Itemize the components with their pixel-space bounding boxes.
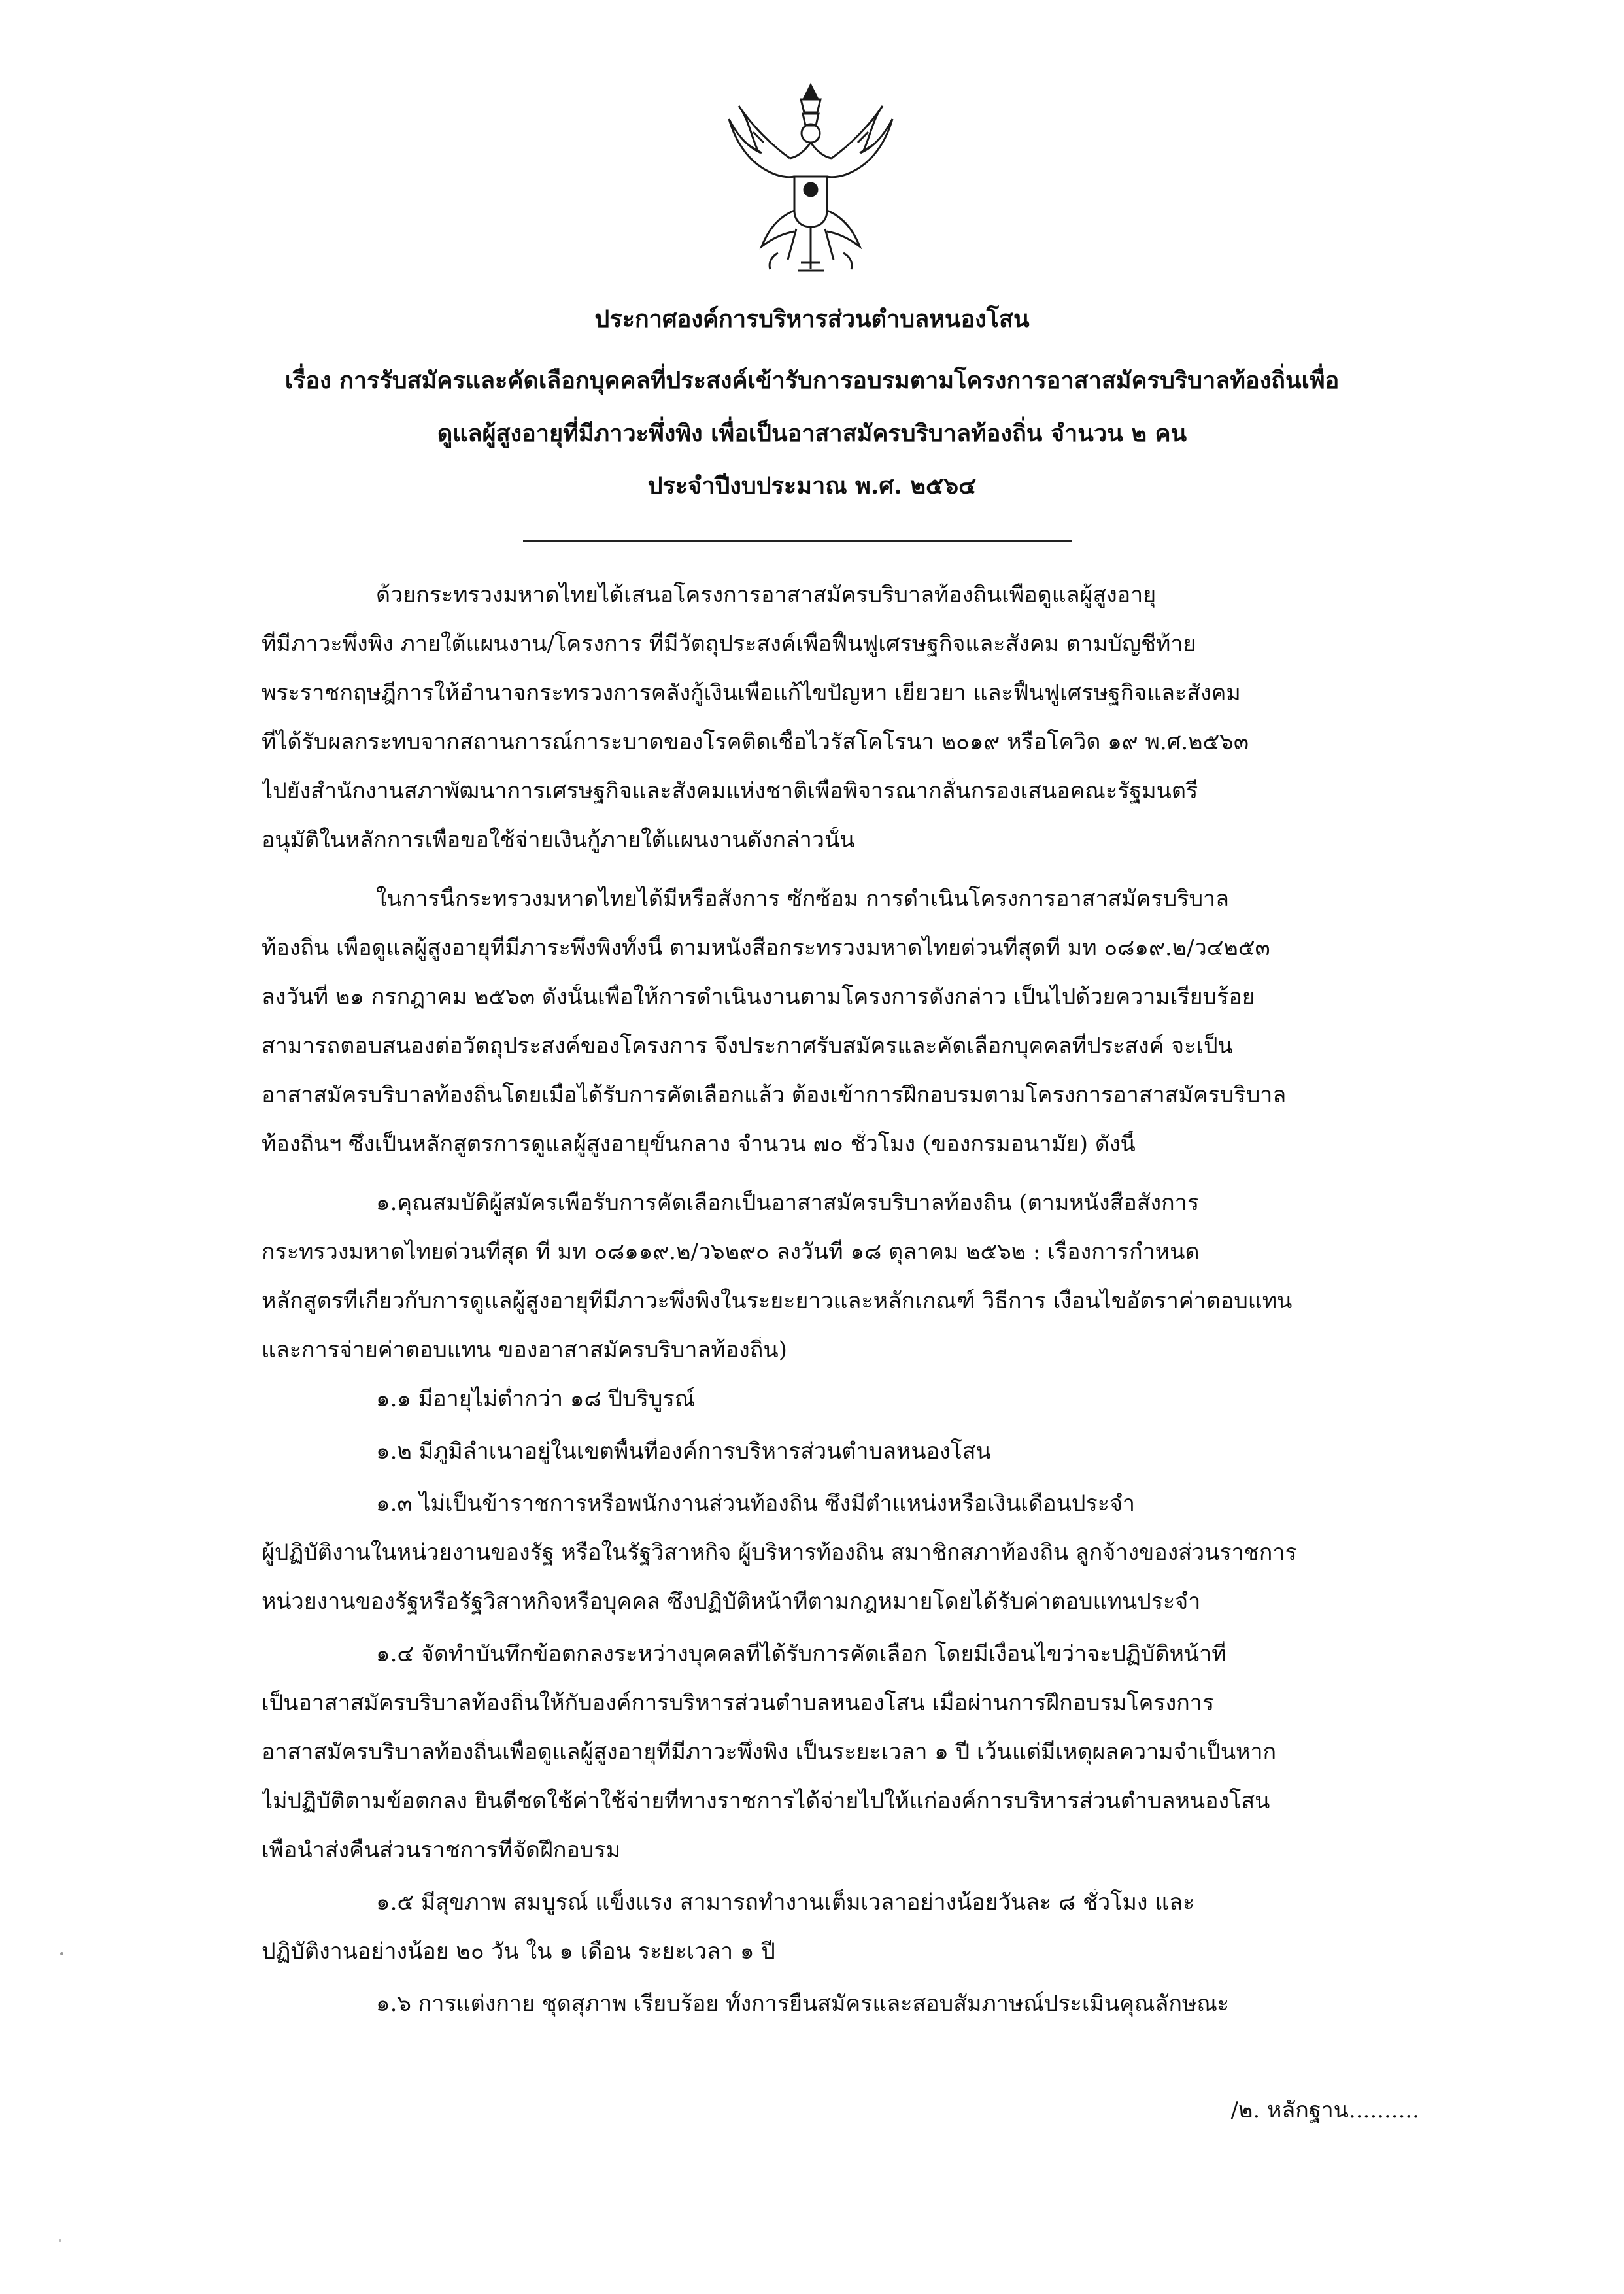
continuation-note: /๒. หลักฐาน.......... xyxy=(1230,2097,1419,2123)
paragraph-line: หลักสูตรที่เกี่ยวกับการดูแลผู้สูงอายุที่มีภาวะพึ่งพิงในระยะยาวและหลักเกณฑ์ วิธีการ เงื่อนไขอัตราค่าตอบแทน xyxy=(262,1288,1293,1314)
scan-speck xyxy=(59,2239,61,2242)
paragraph-line: อาสาสมัครบริบาลท้องถิ่นโดยเมื่อได้รับการคัดเลือกแล้ว ต้องเข้าการฝึกอบรมตามโครงการอาสาสมัครบริบาล xyxy=(262,1082,1287,1108)
garuda-emblem-icon xyxy=(713,80,909,276)
paragraph-line: พระราชกฤษฎีการให้อำนาจกระทรวงการคลังกู้เงินเพื่อแก้ไขปัญหา เยียวยา และฟื้นฟูเศรษฐกิจและสังคม xyxy=(262,680,1241,706)
qualification-item: ๑.๖ การแต่งกาย ชุดสุภาพ เรียบร้อย ทั้งการยื่นสมัครและสอบสัมภาษณ์ประเมินคุณลักษณะ xyxy=(376,1991,1230,2017)
paragraph-line: ท้องถิ่นฯ ซึ่งเป็นหลักสูตรการดูแลผู้สูงอายุขั้นกลาง จำนวน ๗๐ ชั่วโมง (ของกรมอนามัย) ดังนี้ xyxy=(262,1131,1136,1157)
fiscal-year-line: ประจำปีงบประมาณ พ.ศ. ๒๕๖๔ xyxy=(647,472,977,499)
paragraph-line: หน่วยงานของรัฐหรือรัฐวิสาหกิจหรือบุคคล ซึ่งปฏิบัติหน้าที่ตามกฎหมายโดยได้รับค่าตอบแทนประจำ xyxy=(262,1589,1201,1615)
paragraph-line: ๑.๓ ไม่เป็นข้าราชการหรือพนักงานส่วนท้องถิ่น ซึ่งมีตำแหน่งหรือเงินเดือนประจำ xyxy=(376,1491,1135,1517)
paragraph-line: อาสาสมัครบริบาลท้องถิ่นเพื่อดูแลผู้สูงอายุที่มีภาวะพึ่งพิง เป็นระยะเวลา ๑ ปี เว้นแต่มีเหตุผลความจำเป็นหาก xyxy=(262,1739,1277,1765)
paragraph-line: เพื่อนำส่งคืนส่วนราชการที่จัดฝึกอบรม xyxy=(262,1837,621,1863)
paragraph-line: ๑.คุณสมบัติผู้สมัครเพื่อรับการคัดเลือกเป็นอาสาสมัครบริบาลท้องถิ่น (ตามหนังสือสั่งการ xyxy=(376,1190,1200,1216)
paragraph-line: ด้วยกระทรวงมหาดไทยได้เสนอโครงการอาสาสมัครบริบาลท้องถิ่นเพื่อดูแลผู้สูงอายุ xyxy=(376,582,1157,608)
paragraph-line: กระทรวงมหาดไทยด่วนที่สุด ที่ มท ๐๘๑๑๙.๒/ว๖๒๙๐ ลงวันที่ ๑๘ ตุลาคม ๒๕๖๒ : เรื่องการกำหนด xyxy=(262,1239,1200,1265)
paragraph-line: ลงวันที่ ๒๑ กรกฎาคม ๒๕๖๓ ดังนั้นเพื่อให้การดำเนินงานตามโครงการดังกล่าว เป็นไปด้วยความเรียบร้อย xyxy=(262,984,1255,1010)
subject-line-continued: ดูแลผู้สูงอายุที่มีภาวะพึ่งพิง เพื่อเป็นอาสาสมัครบริบาลท้องถิ่น จำนวน ๒ คน xyxy=(437,420,1187,447)
paragraph-line: และการจ่ายค่าตอบแทน ของอาสาสมัครบริบาลท้องถิ่น) xyxy=(262,1337,787,1363)
paragraph-line: ไปยังสำนักงานสภาพัฒนาการเศรษฐกิจและสังคมแห่งชาติเพื่อพิจารณากลั่นกรองเสนอคณะรัฐมนตรี xyxy=(262,778,1198,804)
announcement-title: ประกาศองค์การบริหารส่วนตำบลหนองโสน xyxy=(594,305,1030,333)
title-divider xyxy=(523,540,1072,542)
paragraph-line: ในการนี้กระทรวงมหาดไทยได้มีหรือสั่งการ ซักซ้อม การดำเนินโครงการอาสาสมัครบริบาล xyxy=(376,886,1229,912)
paragraph-line: เป็นอาสาสมัครบริบาลท้องถิ่นให้กับองค์การบริหารส่วนตำบลหนองโสน เมื่อผ่านการฝึกอบรมโครงการ xyxy=(262,1690,1215,1716)
paragraph-line: อนุมัติในหลักการเพื่อขอใช้จ่ายเงินกู้ภายใต้แผนงานดังกล่าวนั้น xyxy=(262,827,855,853)
paragraph-line: ผู้ปฏิบัติงานในหน่วยงานของรัฐ หรือในรัฐวิสาหกิจ ผู้บริหารท้องถิ่น สมาชิกสภาท้องถิ่น ลูกจ้างของส่วนราชการ xyxy=(262,1540,1297,1566)
qualification-item: ๑.๒ มีภูมิลำเนาอยู่ในเขตพื้นที่องค์การบริหารส่วนตำบลหนองโสน xyxy=(376,1438,991,1464)
paragraph-line: สามารถตอบสนองต่อวัตถุประสงค์ของโครงการ จึงประกาศรับสมัครและคัดเลือกบุคคลที่ประสงค์ จะเป็น xyxy=(262,1033,1233,1059)
paragraph-line: ๑.๔ จัดทำบันทึกข้อตกลงระหว่างบุคคลที่ได้รับการคัดเลือก โดยมีเงื่อนไขว่าจะปฏิบัติหน้าที่ xyxy=(376,1641,1226,1667)
subject-line: เรื่อง การรับสมัครและคัดเลือกบุคคลที่ประสงค์เข้ารับการอบรมตามโครงการอาสาสมัครบริบาลท้องถิ่นเพื่อ xyxy=(284,367,1340,394)
scan-speck xyxy=(60,1952,63,1955)
qualification-item: ๑.๑ มีอายุไม่ต่ำกว่า ๑๘ ปีบริบูรณ์ xyxy=(376,1386,696,1412)
paragraph-line: ไม่ปฏิบัติตามข้อตกลง ยินดีชดใช้ค่าใช้จ่ายที่ทางราชการได้จ่ายไปให้แก่องค์การบริหารส่วนตำบลหนองโสน xyxy=(262,1788,1270,1814)
paragraph-line: ท้องถิ่น เพื่อดูแลผู้สูงอายุที่มีภาระพึ่งพิงทั้งนี้ ตามหนังสือกระทรวงมหาดไทยด่วนที่สุดที่ มท ๐๘๑๙.๒/ว๔๒๕๓ xyxy=(262,935,1270,961)
paragraph-line: ที่มีภาวะพึ่งพิง ภายใต้แผนงาน/โครงการ ที่มีวัตถุประสงค์เพื่อฟื้นฟูเศรษฐกิจและสังคม ตามบัญชีท้าย xyxy=(262,631,1196,657)
paragraph-line: ๑.๕ มีสุขภาพ สมบูรณ์ แข็งแรง สามารถทำงานเต็มเวลาอย่างน้อยวันละ ๘ ชั่วโมง และ xyxy=(376,1889,1195,1915)
paragraph-line: ปฏิบัติงานอย่างน้อย ๒๐ วัน ใน ๑ เดือน ระยะเวลา ๑ ปี xyxy=(262,1938,775,1965)
paragraph-line: ที่ได้รับผลกระทบจากสถานการณ์การะบาดของโรคติดเชื้อไวรัสโคโรนา ๒๐๑๙ หรือโควิด ๑๙ พ.ศ.๒๕๖๓ xyxy=(262,729,1249,755)
